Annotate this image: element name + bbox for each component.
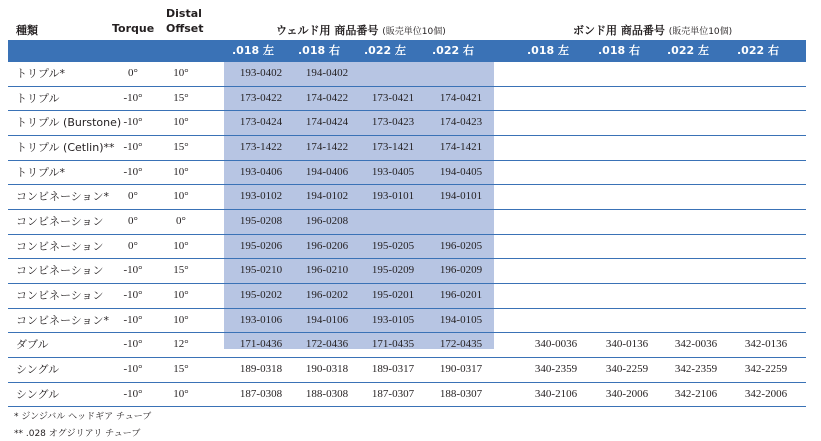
weld-unit-note: (販売単位10個) xyxy=(382,27,446,37)
weld-part-number: 172-0436 xyxy=(305,338,349,351)
weld-part-number: 174-1421 xyxy=(439,140,483,153)
bond-part-number: 342-2259 xyxy=(744,362,788,375)
bond-part-number: 342-0136 xyxy=(744,338,788,351)
row-distal-offset: 10° xyxy=(173,67,189,79)
bond-part-number xyxy=(592,185,662,209)
weld-part-number: 189-0318 xyxy=(239,362,283,375)
weld-part-number: 193-0105 xyxy=(371,313,415,326)
weld-part-number: 194-0102 xyxy=(305,190,349,203)
bond-part-number xyxy=(592,136,662,160)
weld-part-number: 174-1422 xyxy=(305,140,349,153)
table-row xyxy=(8,62,806,87)
row-type-name: コンビネーション xyxy=(16,288,104,302)
weld-part-number: 196-0201 xyxy=(439,288,483,301)
table-row xyxy=(8,284,806,309)
bond-part-number: 340-2006 xyxy=(605,387,649,400)
weld-part-number: 194-0101 xyxy=(439,190,483,203)
row-torque: 0° xyxy=(128,67,138,79)
bond-part-number xyxy=(661,62,731,86)
row-torque: -10° xyxy=(123,288,143,301)
bond-part-number xyxy=(592,161,662,185)
weld-part-number: 171-0435 xyxy=(371,338,415,351)
weld-part-number xyxy=(426,210,496,234)
row-distal-offset: 10° xyxy=(173,116,189,129)
bond-size-022-right: .022 右 xyxy=(737,44,779,57)
bond-part-number xyxy=(661,161,731,185)
weld-part-number: 172-0435 xyxy=(439,338,483,351)
table-row xyxy=(8,259,806,284)
weld-part-number: 193-0102 xyxy=(239,190,283,203)
weld-part-number: 196-0210 xyxy=(305,264,349,277)
bond-part-number: 342-2359 xyxy=(674,362,718,375)
weld-part-number: 195-0202 xyxy=(239,288,283,301)
bond-part-number xyxy=(731,161,801,185)
row-type-name: コンビネーション* xyxy=(16,190,110,204)
bond-part-number xyxy=(592,87,662,111)
bond-size-018-right: .018 右 xyxy=(598,44,640,57)
bond-part-number xyxy=(661,210,731,234)
bond-part-number: 342-2106 xyxy=(674,387,718,400)
weld-part-number xyxy=(358,62,428,86)
row-distal-offset: 10° xyxy=(173,190,189,203)
row-torque: 0° xyxy=(128,239,138,252)
bond-part-number xyxy=(592,62,662,86)
row-torque: -10° xyxy=(123,116,143,129)
bond-size-018-left: .018 左 xyxy=(527,44,569,57)
weld-part-number: 195-0206 xyxy=(239,239,283,252)
weld-part-number: 193-0101 xyxy=(371,190,415,203)
bond-part-number xyxy=(731,87,801,111)
bond-size-022-left: .022 左 xyxy=(667,44,709,57)
bond-part-number xyxy=(521,259,591,283)
weld-part-number: 173-0421 xyxy=(371,91,415,104)
row-torque: -10° xyxy=(123,313,143,326)
row-distal-offset: 12° xyxy=(173,338,189,351)
row-distal-offset: 15° xyxy=(173,362,189,375)
row-torque: -10° xyxy=(123,91,143,104)
row-torque: 0° xyxy=(128,214,138,227)
table-row xyxy=(8,235,806,260)
weld-part-number: 195-0209 xyxy=(371,264,415,277)
row-type-name: ダブル xyxy=(16,338,49,352)
row-torque: -10° xyxy=(123,362,143,375)
bond-part-number xyxy=(592,309,662,333)
row-distal-offset: 10° xyxy=(173,313,189,326)
row-type-name: トリプル (Burstone) xyxy=(16,116,122,130)
table-row xyxy=(8,161,806,186)
row-torque: 0° xyxy=(128,190,138,203)
weld-part-number: 193-0406 xyxy=(239,165,283,178)
bond-part-number xyxy=(731,284,801,308)
bond-part-number xyxy=(592,210,662,234)
weld-part-number: 173-1421 xyxy=(371,140,415,153)
bond-title xyxy=(573,22,732,38)
row-torque: -10° xyxy=(123,264,143,277)
bond-part-number xyxy=(592,235,662,259)
weld-title xyxy=(276,22,446,38)
row-distal-offset: 10° xyxy=(173,387,189,400)
weld-part-number: 196-0202 xyxy=(305,288,349,301)
weld-part-number: 174-0424 xyxy=(305,116,349,129)
weld-part-number: 174-0423 xyxy=(439,116,483,129)
bond-part-number xyxy=(731,185,801,209)
weld-part-number: 174-0421 xyxy=(439,91,483,104)
bond-unit-note: (販売単位10個) xyxy=(668,27,733,37)
row-torque: -10° xyxy=(123,140,143,153)
row-type-name: トリプル (Cetlin)** xyxy=(16,140,115,154)
distal-header-line1: Distal xyxy=(166,7,202,20)
weld-part-number: 194-0402 xyxy=(305,67,349,79)
bond-part-number: 340-2359 xyxy=(534,362,578,375)
weld-part-number: 187-0308 xyxy=(239,387,283,400)
bond-part-number xyxy=(592,284,662,308)
weld-size-022-left: .022 左 xyxy=(364,44,406,57)
bond-part-number xyxy=(731,62,801,86)
bond-part-number xyxy=(661,111,731,135)
weld-part-number: 174-0422 xyxy=(305,91,349,104)
weld-part-number: 173-1422 xyxy=(239,140,283,153)
row-distal-offset: 15° xyxy=(173,140,189,153)
weld-size-018-right: .018 右 xyxy=(298,44,340,57)
distal-header-line2: Offset xyxy=(166,22,204,35)
row-type-name: コンビネーション xyxy=(16,239,104,253)
weld-part-number: 190-0317 xyxy=(439,362,483,375)
bond-part-number xyxy=(521,284,591,308)
bond-part-number: 340-2106 xyxy=(534,387,578,400)
weld-part-number: 173-0422 xyxy=(239,91,283,104)
weld-size-018-left: .018 左 xyxy=(232,44,274,57)
weld-part-number: 195-0208 xyxy=(239,214,283,227)
bond-part-number xyxy=(592,259,662,283)
bond-part-number: 342-0036 xyxy=(674,338,718,351)
row-torque: -10° xyxy=(123,165,143,178)
table-row xyxy=(8,111,806,136)
weld-part-number: 196-0208 xyxy=(305,214,349,227)
row-type-name: コンビネーション* xyxy=(16,313,110,327)
bond-part-number xyxy=(731,235,801,259)
bond-part-number: 340-0036 xyxy=(534,338,578,351)
row-type-name: シングル xyxy=(16,362,60,376)
weld-size-022-right: .022 右 xyxy=(432,44,474,57)
weld-part-number: 187-0307 xyxy=(371,387,415,400)
weld-part-number: 193-0106 xyxy=(239,313,283,326)
weld-part-number: 188-0307 xyxy=(439,387,483,400)
type-header: 種類 xyxy=(16,24,38,37)
weld-part-number: 189-0317 xyxy=(371,362,415,375)
weld-part-number: 196-0206 xyxy=(305,239,349,252)
weld-part-number: 193-0405 xyxy=(371,165,415,178)
table-row xyxy=(8,333,806,358)
bond-part-number xyxy=(661,284,731,308)
weld-part-number: 194-0406 xyxy=(305,165,349,178)
bond-part-number xyxy=(521,309,591,333)
row-torque: -10° xyxy=(123,387,143,400)
row-distal-offset: 15° xyxy=(173,91,189,104)
table-row xyxy=(8,358,806,383)
bond-part-number xyxy=(661,87,731,111)
bond-part-number xyxy=(661,185,731,209)
bond-part-number: 340-0136 xyxy=(605,338,649,351)
bond-part-number xyxy=(592,111,662,135)
weld-title-text: ウェルド用 商品番号 xyxy=(276,24,379,37)
row-distal-offset: 0° xyxy=(176,214,186,227)
table-row xyxy=(8,185,806,210)
row-type-name: シングル xyxy=(16,387,60,401)
bond-part-number xyxy=(731,210,801,234)
bond-part-number: 342-2006 xyxy=(744,387,788,400)
weld-part-number: 195-0205 xyxy=(371,239,415,252)
weld-part-number xyxy=(358,210,428,234)
table-row xyxy=(8,87,806,112)
row-distal-offset: 10° xyxy=(173,165,189,178)
bond-part-number xyxy=(521,210,591,234)
bond-part-number xyxy=(731,309,801,333)
row-distal-offset: 10° xyxy=(173,239,189,252)
bond-part-number xyxy=(731,259,801,283)
weld-part-number: 173-0424 xyxy=(239,116,283,129)
row-torque: -10° xyxy=(123,338,143,351)
table-row xyxy=(8,383,806,408)
row-type-name: コンビネーション xyxy=(16,264,104,278)
bond-part-number xyxy=(661,259,731,283)
weld-part-number: 194-0105 xyxy=(439,313,483,326)
bond-part-number xyxy=(521,87,591,111)
weld-part-number: 188-0308 xyxy=(305,387,349,400)
bond-part-number xyxy=(661,309,731,333)
row-distal-offset: 10° xyxy=(173,288,189,301)
weld-part-number: 196-0205 xyxy=(439,239,483,252)
weld-part-number: 193-0402 xyxy=(239,67,283,79)
bond-part-number xyxy=(661,136,731,160)
row-type-name: トリプル* xyxy=(16,165,66,179)
footnote-1: * ジンジバル ヘッドギア チューブ xyxy=(14,412,152,422)
bond-part-number xyxy=(521,235,591,259)
weld-part-number: 173-0423 xyxy=(371,116,415,129)
weld-part-number: 196-0209 xyxy=(439,264,483,277)
weld-part-number: 171-0436 xyxy=(239,338,283,351)
bond-part-number xyxy=(521,161,591,185)
weld-part-number: 190-0318 xyxy=(305,362,349,375)
row-distal-offset: 15° xyxy=(173,264,189,277)
weld-part-number: 194-0106 xyxy=(305,313,349,326)
table-row xyxy=(8,136,806,161)
bond-part-number xyxy=(731,111,801,135)
bond-part-number xyxy=(521,62,591,86)
bond-title-text: ボンド用 商品番号 xyxy=(573,24,665,37)
bond-part-number xyxy=(521,185,591,209)
footnote-2: ** .028 オグジリアリ チューブ xyxy=(14,429,141,439)
weld-part-number: 195-0210 xyxy=(239,264,283,277)
bond-part-number xyxy=(521,136,591,160)
row-type-name: トリプル* xyxy=(16,67,66,80)
weld-part-number xyxy=(426,62,496,86)
table-row xyxy=(8,210,806,235)
weld-part-number: 194-0405 xyxy=(439,165,483,178)
row-type-name: コンビネーション xyxy=(16,214,104,228)
bond-part-number xyxy=(661,235,731,259)
bond-part-number: 340-2259 xyxy=(605,362,649,375)
row-type-name: トリプル xyxy=(16,91,60,105)
table-row xyxy=(8,309,806,334)
bond-part-number xyxy=(521,111,591,135)
weld-part-number: 195-0201 xyxy=(371,288,415,301)
torque-header: Torque xyxy=(112,22,155,35)
bond-part-number xyxy=(731,136,801,160)
